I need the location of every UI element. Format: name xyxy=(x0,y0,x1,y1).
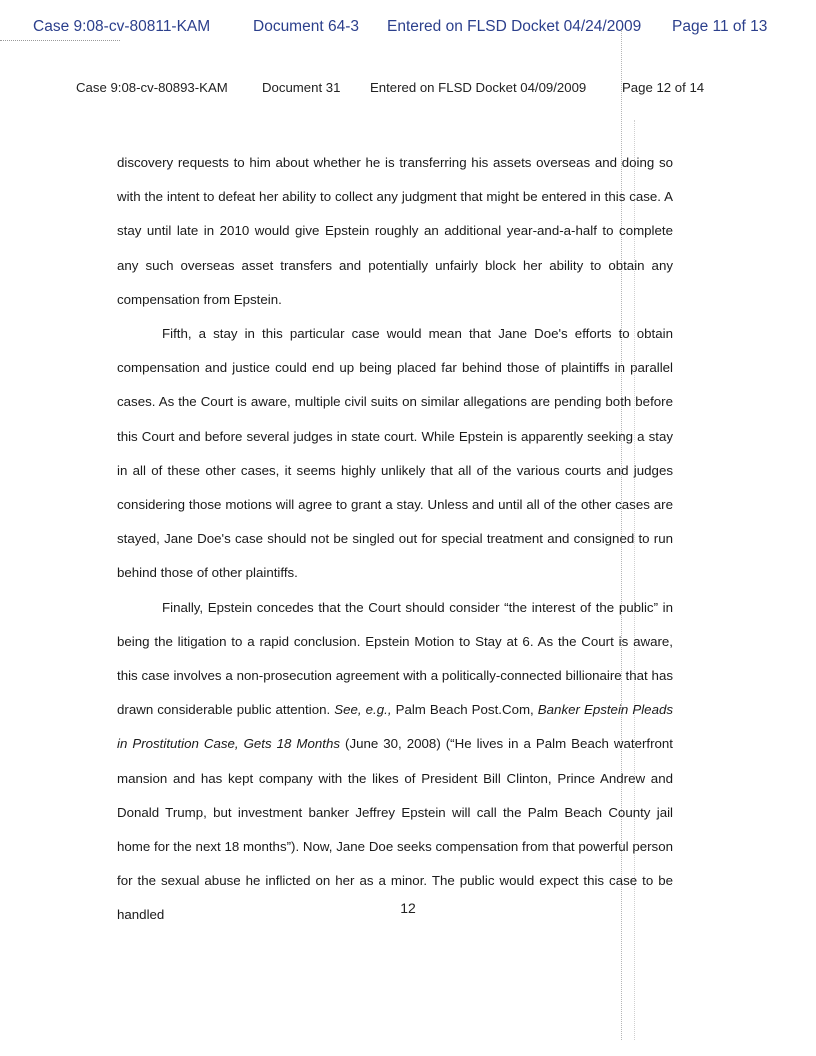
stamp-entered-date: Entered on FLSD Docket 04/24/2009 xyxy=(387,18,642,35)
docket-stamp xyxy=(0,18,816,42)
header-document-number: Document 31 xyxy=(262,80,341,95)
page-number: 12 xyxy=(400,900,416,916)
stamp-page-count: Page 11 of 13 xyxy=(672,18,768,35)
original-header xyxy=(0,80,816,100)
paragraph-3 xyxy=(117,591,673,933)
paragraph-3-text-a: Finally, Epstein concedes that the Court should consider “the interest of the public” in being the litigation to a rapid conclusion. Epstein Motion to Stay at 6. As the Court is aware, this case involves a non-prosecution agreement with a politically-connected billionaire that has drawn considerable public attention. xyxy=(117,599,673,718)
paragraph-1: discovery requests to him about whether he is transferring his assets overseas and doing so with the intent to defeat her ability to collect any judgment that might be entered in this case. A stay until late in 2010 would give Epstein roughly an additional year-and-a-half to complete any such overseas asset transfers and potentially unfairly block her ability to obtain any compensation from Epstein. xyxy=(117,155,673,307)
paragraph-2: Fifth, a stay in this particular case would mean that Jane Doe's efforts to obtain compensation and justice could end up being placed far behind those of plaintiffs in parallel cases. As the Court is aware, multiple civil suits on similar allegations are pending both before this Court and before several judges in state court. While Epstein is apparently seeking a stay in all of these other cases, it seems highly unlikely that all of the various courts and judges considering those motions will agree to grant a stay. Unless and until all of the other cases are stayed, Jane Doe's case should not be singled out for special treatment and consigned to run behind those of other plaintiffs. xyxy=(117,326,673,581)
citation-signal: See, e.g., xyxy=(334,702,392,718)
paragraph-3-text-c: (June 30, 2008) (“He lives in a Palm Beach waterfront mansion and has kept company with the likes of President Bill Clinton, Prince Andrew and Donald Trump, but investment banker Jeffrey Epstein will call the Palm Beach County jail home for the next 18 months”). Now, Jane Doe seeks compensation from that powerful person for the sexual abuse he inflicted on her as a minor. The public would expect this case to be handled xyxy=(117,736,673,923)
scan-artifact-line xyxy=(0,40,120,42)
article-title: Banker Epstein Pleads in Prostitution Case, Gets 18 Months xyxy=(117,702,674,752)
header-page-count: Page 12 of 14 xyxy=(622,80,705,95)
document-body xyxy=(117,146,673,933)
header-case-number: Case 9:08-cv-80893-KAM xyxy=(76,80,228,95)
header-entered-date: Entered on FLSD Docket 04/09/2009 xyxy=(370,80,587,95)
stamp-document-number: Document 64-3 xyxy=(253,18,359,35)
stamp-case-number: Case 9:08-cv-80811-KAM xyxy=(33,18,211,35)
paragraph-3-text-b: Palm Beach Post.Com, xyxy=(391,702,538,718)
